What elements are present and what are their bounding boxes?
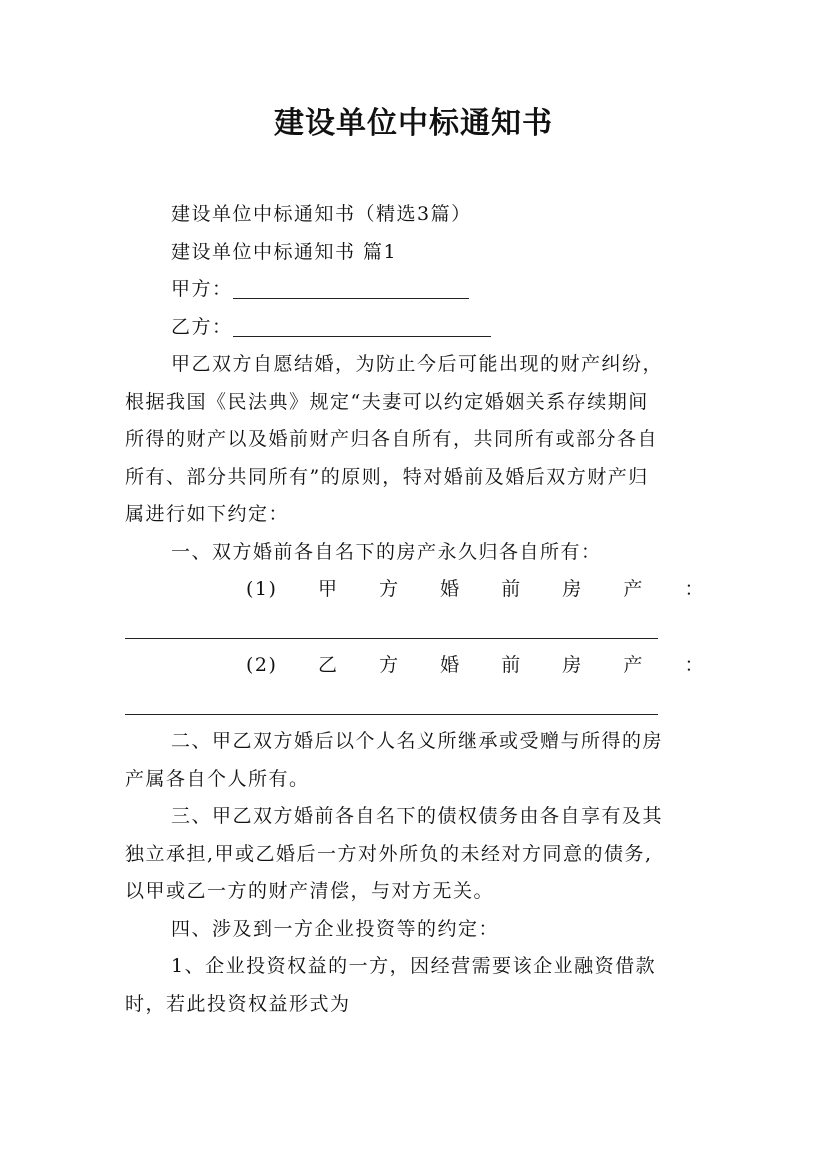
item-2-token: 前 xyxy=(501,654,522,676)
clause-three: 三、甲乙双方婚前各自名下的债权债务由各自享有及其 xyxy=(171,805,664,827)
item-2-token: 方 xyxy=(379,654,400,676)
item-2-token: ： xyxy=(684,654,705,676)
paragraph-line: 时，若此投资权益形式为 xyxy=(125,992,351,1015)
item-1-token: 产 xyxy=(623,578,644,600)
item-2-row xyxy=(125,647,705,685)
item-2-token: 乙 xyxy=(317,654,339,676)
paragraph-line: 以甲或乙一方的财产清偿，与对方无关。 xyxy=(125,880,495,902)
subtitle-line: 建设单位中标通知书（精选3篇） xyxy=(171,203,472,225)
paragraph-line: 甲乙双方自愿结婚，为防止今后可能出现的财产纠纷， xyxy=(171,353,664,375)
paragraph-line: 独立承担,甲或乙婚后一方对外所负的未经对方同意的债务, xyxy=(125,842,653,865)
sub-clause-1: 1、企业投资权益的一方，因经营需要该企业融资借款 xyxy=(171,955,657,977)
item-1-row xyxy=(125,571,705,609)
paragraph-line: 根据我国《民法典》规定“夫妻可以约定婚姻关系存续期间 xyxy=(125,390,649,413)
item-1-token: 方 xyxy=(379,578,400,600)
section-heading: 建设单位中标通知书 篇1 xyxy=(171,240,398,263)
item-1-token: 房 xyxy=(562,578,583,600)
party-b-blank xyxy=(233,314,491,337)
item-2-token: 婚 xyxy=(440,654,461,676)
paragraph-line: 产属各自个人所有。 xyxy=(125,767,310,790)
item-1-token: (1) xyxy=(246,578,278,600)
paragraph-line: 所得的财产以及婚前财产归各自所有，共同所有或部分各自 xyxy=(125,428,659,450)
party-a-line xyxy=(125,271,705,309)
paragraph-line: 所有、部分共同所有”的原则，特对婚前及婚后双方财产归 xyxy=(125,465,649,488)
document-title: 建设单位中标通知书 xyxy=(274,106,553,141)
clause-one: 一、双方婚前各自名下的房产永久归各自所有： xyxy=(171,540,602,563)
item-1-token: 甲 xyxy=(317,578,339,600)
paragraph-line: 属进行如下约定： xyxy=(125,503,290,525)
party-a-label: 甲方： xyxy=(171,278,233,300)
party-b-label: 乙方： xyxy=(171,315,233,338)
item-2-blank xyxy=(125,713,658,715)
item-2-token: (2) xyxy=(246,654,278,676)
document-body xyxy=(125,196,705,1023)
clause-two: 二、甲乙双方婚后以个人名义所继承或受赠与所得的房 xyxy=(171,730,664,752)
clause-four: 四、涉及到一方企业投资等的约定： xyxy=(171,917,500,940)
party-b-line xyxy=(125,309,705,347)
item-1-token: 婚 xyxy=(440,578,461,600)
item-1-token: 前 xyxy=(501,578,522,600)
party-a-blank xyxy=(233,276,469,299)
item-2-token: 产 xyxy=(623,654,644,676)
item-2-token: 房 xyxy=(562,654,583,676)
item-1-blank xyxy=(125,637,658,639)
item-1-token: ： xyxy=(684,578,705,600)
